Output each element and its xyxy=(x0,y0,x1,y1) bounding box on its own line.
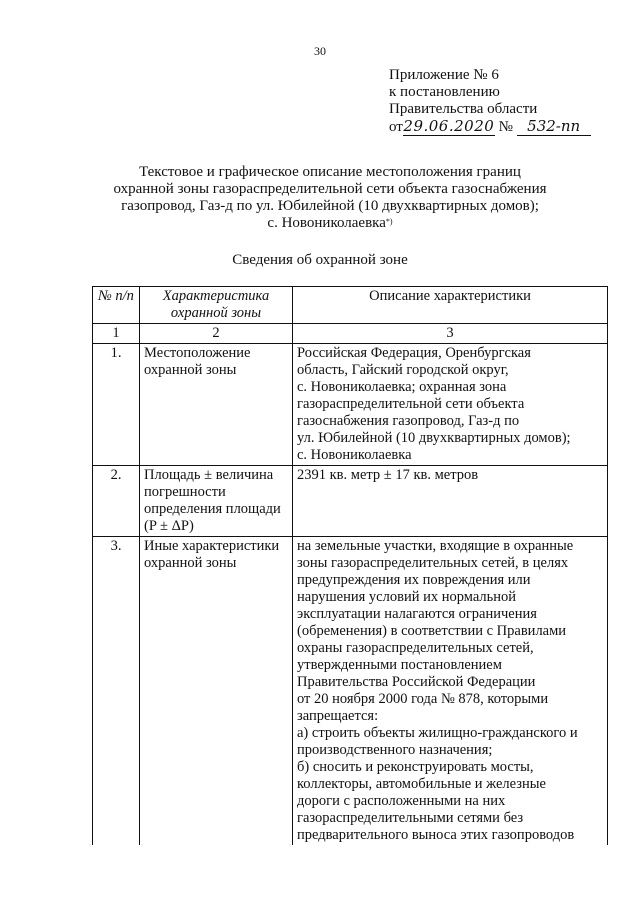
header-characteristic: Характеристика охранной зоны xyxy=(140,287,293,324)
row-1-line: газоснабжения газопровод, Газ-д по xyxy=(297,413,520,429)
index-cell-2: 2 xyxy=(140,324,293,344)
title-line-2: охранной зоны газораспределительной сети объекта газоснабжения xyxy=(113,181,547,197)
row-2-line: 2391 кв. метр ± 17 кв. метров xyxy=(297,467,479,483)
row-3-line: от 20 ноября 2000 года № 878, которыми xyxy=(297,691,549,707)
appendix-line-2: к постановлению xyxy=(389,84,500,100)
row-3-name: Иные характеристики охранной зоны xyxy=(140,537,293,846)
row-3-line: а) строить объекты жилищно-гражданского и xyxy=(297,725,578,741)
row-3-line: эксплуатации налагаются ограничения xyxy=(297,606,537,622)
title-line-4-text: с. Новониколаевка xyxy=(267,215,386,231)
row-3-description xyxy=(293,537,608,846)
row-1-description xyxy=(293,344,608,466)
row-3-line: нарушения условий их нормальной xyxy=(297,589,517,605)
row-1-name: Местоположение охранной зоны xyxy=(140,344,293,466)
appendix-line-1: Приложение № 6 xyxy=(389,67,499,83)
row-3-line: дороги с расположенными на них xyxy=(297,793,506,809)
number-label: № xyxy=(498,119,513,135)
title-line-1: Текстовое и графическое описание местоположения границ xyxy=(139,164,521,180)
row-3-line: на земельные участки, входящие в охранные xyxy=(297,538,574,554)
row-3-line: производственного назначения; xyxy=(297,742,493,758)
handwritten-number: 532-пп xyxy=(517,118,591,136)
header-num: № п/п xyxy=(93,287,140,324)
row-2-num: 2. xyxy=(93,466,140,537)
table-row xyxy=(93,466,608,537)
row-3-line: утвержденными постановлением xyxy=(297,657,502,673)
row-3-num: 3. xyxy=(93,537,140,846)
from-label: от xyxy=(389,119,403,135)
row-3-line: Правительства Российской Федерации xyxy=(297,674,536,690)
index-cell-3: 3 xyxy=(293,324,608,344)
row-3-line: предупреждения их повреждения или xyxy=(297,572,531,588)
row-3-line: б) сносить и реконструировать мосты, xyxy=(297,759,534,775)
row-2-description xyxy=(293,466,608,537)
row-2-name: Площадь ± величина погрешности определения площади (P ± ΔP) xyxy=(140,466,293,537)
appendix-line-3: Правительства области xyxy=(389,101,538,117)
row-3-line: зоны газораспределительных сетей, в целях xyxy=(297,555,569,571)
zone-info-table xyxy=(92,286,608,845)
index-cell-1: 1 xyxy=(93,324,140,344)
title-line-4 xyxy=(70,215,590,232)
document-title xyxy=(70,164,590,232)
appendix-header xyxy=(389,67,591,136)
row-1-line: область, Гайский городской округ, xyxy=(297,362,509,378)
title-line-3: газопровод, Газ-д по ул. Юбилейной (10 двухквартирных домов); xyxy=(121,198,539,214)
row-1-line: газораспределительной сети объекта xyxy=(297,396,525,412)
table-row xyxy=(93,344,608,466)
appendix-date-line xyxy=(389,118,591,136)
header-description: Описание характеристики xyxy=(293,287,608,324)
row-3-line: охраны газораспределительных сетей, xyxy=(297,640,534,656)
row-1-line: ул. Юбилейной (10 двухквартирных домов); xyxy=(297,430,571,446)
handwritten-date: 29.06.2020 xyxy=(403,117,495,135)
row-3-line: запрещается: xyxy=(297,708,379,724)
row-3-line: предварительного выноса этих газопроводов xyxy=(297,827,575,843)
page-number: 30 xyxy=(314,44,326,58)
row-1-line: Российская Федерация, Оренбургская xyxy=(297,345,531,361)
table-row xyxy=(93,537,608,846)
row-1-line: с. Новониколаевка xyxy=(297,447,412,463)
table-header-row xyxy=(93,287,608,324)
table-index-row xyxy=(93,324,608,344)
section-subtitle: Сведения об охранной зоне xyxy=(232,252,408,268)
row-1-line: с. Новониколаевка; охранная зона xyxy=(297,379,507,395)
footnote-mark: *) xyxy=(385,217,393,226)
row-3-line: (обременения) в соответствии с Правилами xyxy=(297,623,567,639)
row-3-line: коллекторы, автомобильные и железные xyxy=(297,776,546,792)
row-3-line: газораспределительными сетями без xyxy=(297,810,524,826)
row-1-num: 1. xyxy=(93,344,140,466)
